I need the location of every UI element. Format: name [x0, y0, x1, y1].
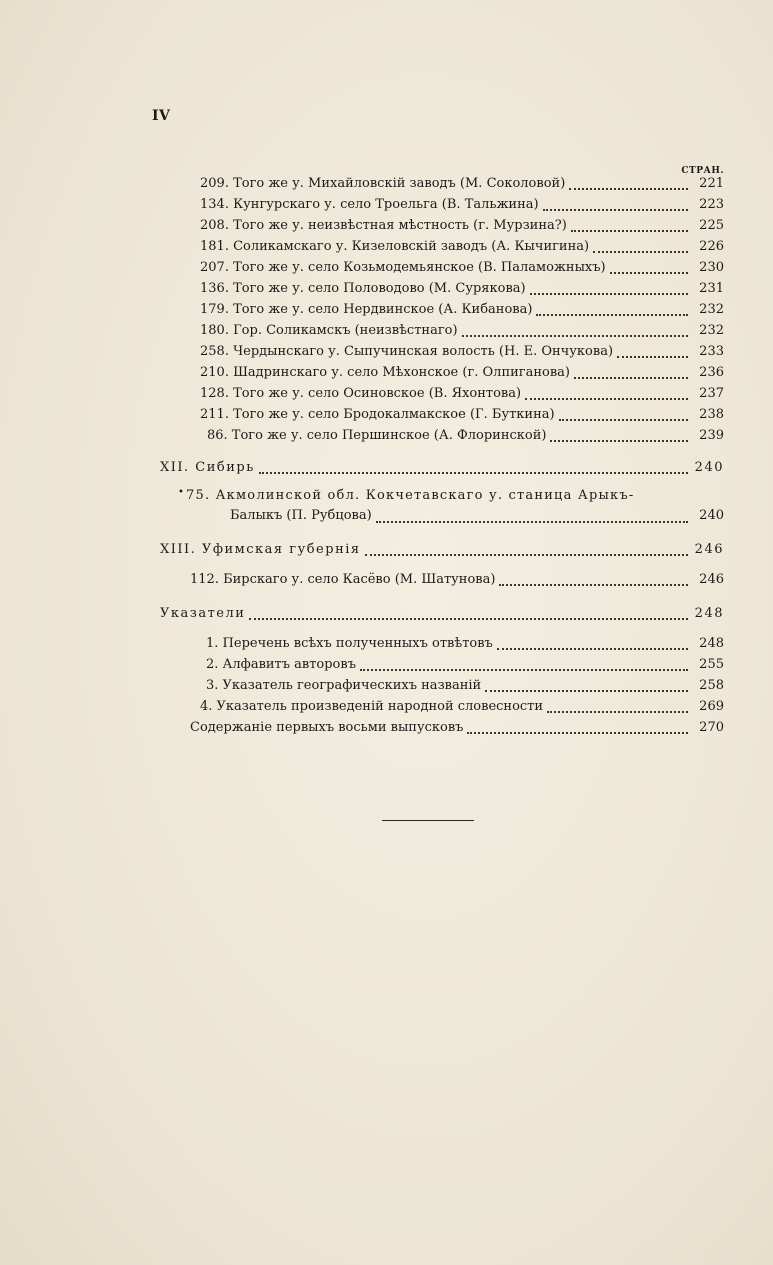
index-item-text: 1. Перечень всѣхъ полученныхъ отвѣтовъ: [206, 636, 493, 651]
toc-entry-page: 232: [699, 302, 724, 317]
dot-leader: [376, 520, 688, 523]
toc-entry-page: 225: [699, 218, 724, 233]
toc-entry-page: 232: [699, 323, 724, 338]
index-item: [206, 634, 724, 654]
index-item-text: 3. Указатель географическихъ названій: [206, 678, 482, 693]
dot-leader: [499, 583, 688, 586]
toc-entry-text: 211. Того же у. село Бродокалмакское (Г. Буткина): [200, 407, 555, 422]
toc-entry: [200, 195, 724, 215]
toc-entry-page: 237: [699, 386, 724, 401]
index-item-page: 258: [699, 678, 724, 693]
page-number: IV: [152, 108, 171, 124]
toc-entry-text: 180. Гор. Соликамскъ (неизвѣстнаго): [200, 323, 458, 338]
toc-entry: [200, 384, 724, 404]
toc-entry: [200, 363, 724, 383]
toc-entry: [207, 426, 724, 446]
section-title: XII. Сибирь: [160, 460, 255, 475]
dot-leader: [530, 292, 688, 295]
toc-entry-text-line2: Балыкъ (П. Рубцова): [230, 508, 372, 523]
toc-entry: [200, 279, 724, 299]
toc-entry-75: [186, 486, 724, 526]
dot-leader: [462, 334, 688, 337]
toc-entry-text: 209. Того же у. Михайловскій заводъ (М. Соколовой): [200, 176, 566, 191]
section-title: Указатели: [160, 606, 246, 621]
toc-entry-text: 207. Того же у. село Козьмодемьянское (В. Паламожныхъ): [200, 260, 606, 275]
toc-entry-text: 210. Шадринскаго у. село Мѣхонское (г. Олпиганова): [200, 365, 570, 380]
toc-entry-text-line1: 75. Акмолинской обл. Кокчетавскаго у. станица Арыкъ-: [186, 488, 635, 503]
index-item: [200, 697, 724, 717]
dot-leader: [259, 471, 688, 474]
dot-leader: [543, 208, 688, 211]
toc-entry-page: 240: [699, 508, 724, 523]
toc-entry-page: 233: [699, 344, 724, 359]
toc-entry-page: 221: [699, 176, 724, 191]
closing-rule: [382, 820, 474, 821]
dot-leader: [485, 689, 688, 692]
index-item-page: 269: [699, 699, 724, 714]
index-item: [206, 676, 724, 696]
dot-leader: [497, 647, 688, 650]
toc-entry-page: 239: [699, 428, 724, 443]
dot-leader: [467, 731, 688, 734]
dot-leader: [593, 250, 688, 253]
toc-entry: [200, 342, 724, 362]
dot-leader: [574, 376, 688, 379]
dot-leader: [559, 418, 688, 421]
toc-entry-text: 258. Чердынскаго у. Сыпучинская волость (Н. Е. Ончукова): [200, 344, 614, 359]
toc-entry-text: 136. Того же у. село Половодово (М. Сурякова): [200, 281, 526, 296]
dot-leader: [617, 355, 688, 358]
dot-leader: [360, 668, 688, 671]
toc-section-siberia: [160, 458, 724, 478]
index-item-page: 248: [699, 636, 724, 651]
index-item: [206, 655, 724, 675]
toc-entry-page: 238: [699, 407, 724, 422]
toc-entry-text: 134. Кунгурскаго у. село Троельга (В. Тальжина): [200, 197, 539, 212]
index-item-page: 255: [699, 657, 724, 672]
dot-leader: [365, 553, 688, 556]
dot-leader: [249, 617, 688, 620]
toc-entry-text: 112. Бирскаго у. село Касёво (М. Шатунова): [190, 572, 496, 587]
toc-entry: [200, 174, 724, 194]
toc-entry: [200, 258, 724, 278]
toc-entry: [200, 300, 724, 320]
dot-leader: [536, 313, 688, 316]
section-page: 248: [694, 606, 724, 621]
margin-mark: •: [178, 487, 184, 498]
toc-entry-text: 128. Того же у. село Осиновское (В. Яхонтова): [200, 386, 522, 401]
index-item-text: 4. Указатель произведеній народной словесности: [200, 699, 544, 714]
section-page: 240: [694, 460, 724, 475]
toc-entry-page: 231: [699, 281, 724, 296]
index-item-text: 2. Алфавитъ авторовъ: [206, 657, 356, 672]
toc-entry-text: 179. Того же у. село Нердвинское (А. Кибанова): [200, 302, 533, 317]
toc-entry: [200, 216, 724, 236]
toc-entry: [200, 321, 724, 341]
dot-leader: [525, 397, 688, 400]
toc-section-ufa: [160, 540, 724, 560]
dot-leader: [569, 187, 688, 190]
section-page: 246: [694, 542, 724, 557]
page-column-header: СТРАН.: [681, 166, 724, 176]
index-item-page: 270: [699, 720, 724, 735]
dot-leader: [610, 271, 688, 274]
toc-entry-page: 236: [699, 365, 724, 380]
toc-entry-page: 230: [699, 260, 724, 275]
toc-entry-line2: [186, 506, 724, 526]
dot-leader: [550, 439, 688, 442]
index-item: [190, 718, 724, 738]
toc-entry: [200, 237, 724, 257]
toc-section-indexes: [160, 604, 724, 624]
toc-entry-page: 226: [699, 239, 724, 254]
section-title: XIII. Уфимская губернія: [160, 542, 361, 557]
toc-entry-text: 86. Того же у. село Першинское (А. Флоринской): [207, 428, 547, 443]
toc-entry-page: 246: [699, 572, 724, 587]
toc-entry-text: 181. Соликамскаго у. Кизеловскій заводъ (А. Кычигина): [200, 239, 590, 254]
toc-entry: [200, 405, 724, 425]
index-item-text: Содержаніе первыхъ восьми выпусковъ: [190, 720, 464, 735]
toc-entry: [190, 570, 724, 590]
toc-entry-page: 223: [699, 197, 724, 212]
dot-leader: [571, 229, 688, 232]
toc-entry-text: 208. Того же у. неизвѣстная мѣстность (г. Мурзина?): [200, 218, 567, 233]
dot-leader: [547, 710, 688, 713]
